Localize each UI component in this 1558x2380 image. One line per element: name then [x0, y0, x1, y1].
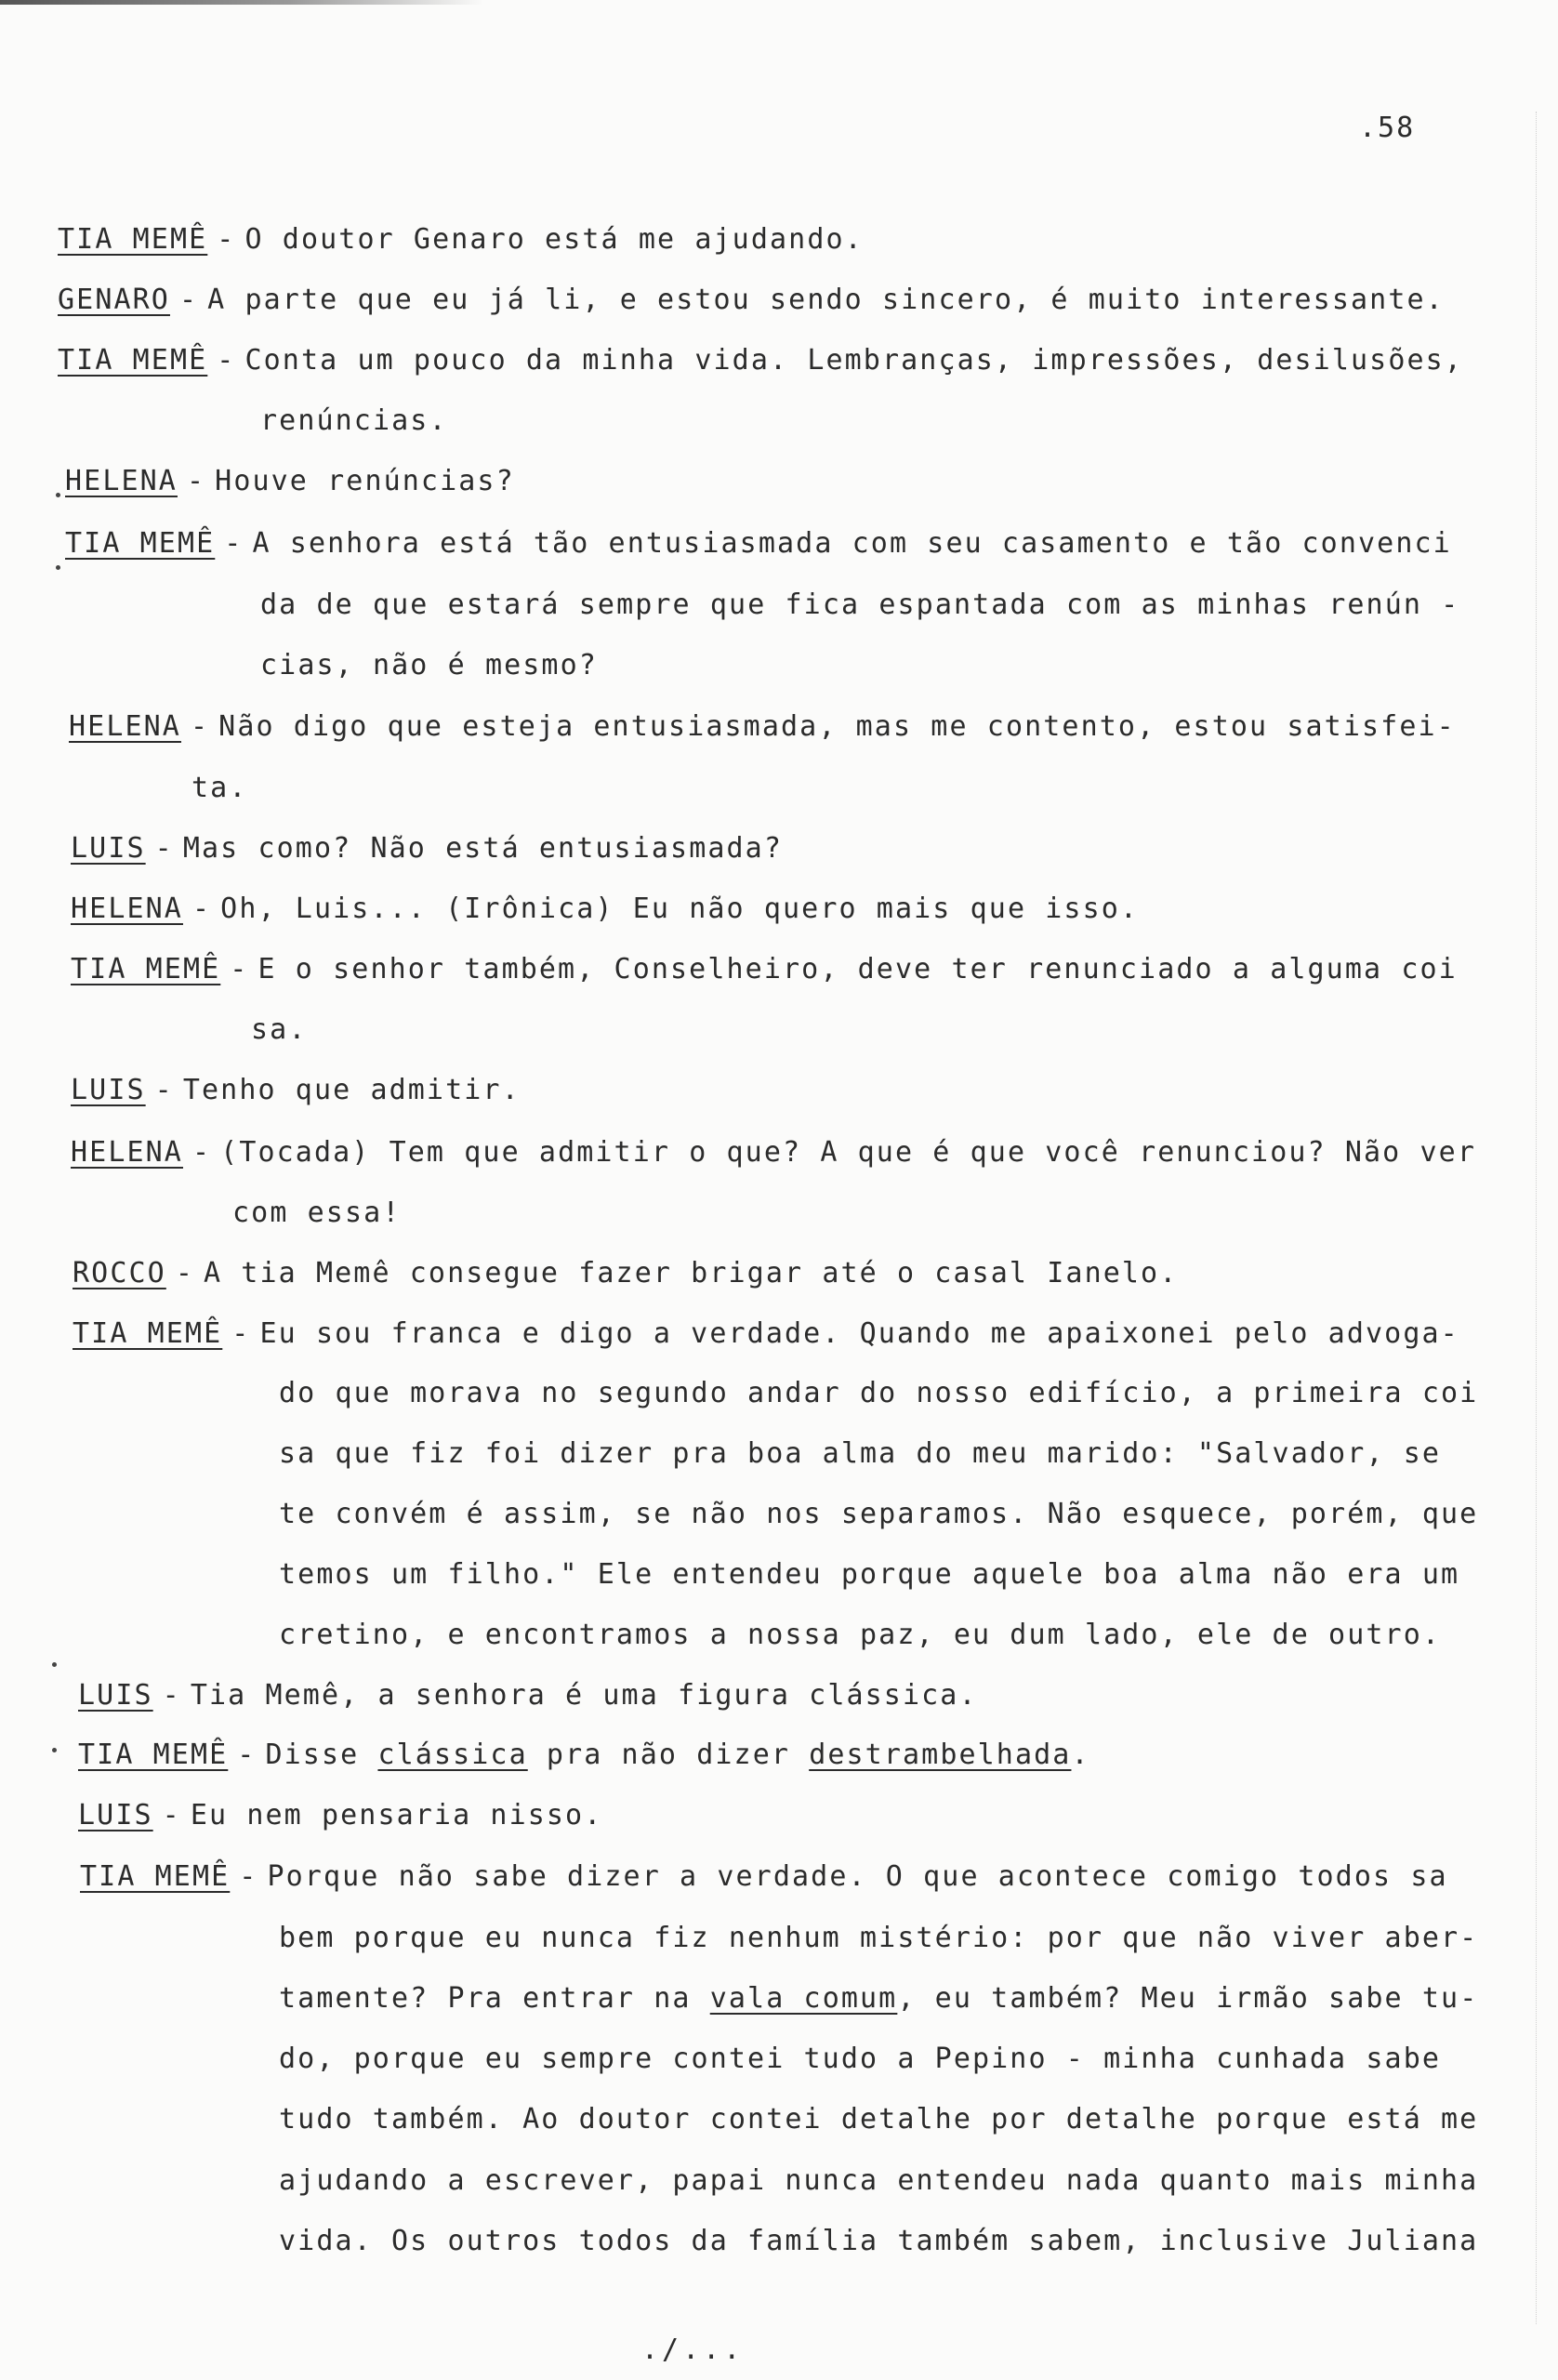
dialogue-text: E o senhor também, Conselheiro, deve ter renunciado a alguma coi — [257, 953, 1458, 985]
dialogue-line — [58, 344, 1463, 377]
speaker-separator: - — [191, 1136, 212, 1169]
dialogue-line — [78, 1739, 1090, 1772]
dialogue-text: A parte que eu já li, e estou sendo sincero, é muito interessante. — [207, 284, 1445, 316]
page-number: .58 — [1359, 112, 1416, 144]
dialogue-text: bem porque eu nunca fiz nenhum mistério: por que não viver aber- — [279, 1922, 1479, 1954]
dialogue-text: Não digo que esteja entusiasmada, mas me contento, estou satisfei- — [218, 710, 1456, 743]
dialogue-line — [78, 1799, 602, 1832]
dialogue-text: tudo também. Ao doutor contei detalhe por detalhe porque está me — [279, 2103, 1479, 2135]
speaker-name: GENARO — [58, 284, 170, 316]
dialogue-text: temos um filho." Ele entendeu porque aquele boa alma não era um — [279, 1558, 1460, 1591]
dialogue-text: Tenho que admitir. — [182, 1074, 521, 1106]
dialogue-line — [279, 1498, 1478, 1531]
dialogue-text: O doutor Genaro está me ajudando. — [244, 223, 864, 256]
dialogue-text: te convém é assim, se não nos separamos. Não esquece, porém, que — [279, 1498, 1479, 1530]
speaker-name: TIA MEMÊ — [73, 1317, 223, 1350]
underlined-text: clássica — [377, 1739, 528, 1771]
dialogue-text: . — [1071, 1739, 1090, 1771]
dialogue-line — [279, 1619, 1441, 1652]
dialogue-line — [58, 284, 1445, 317]
dialogue-line — [69, 710, 1456, 744]
dialogue-text: cias, não é mesmo? — [260, 649, 598, 681]
dialogue-line — [71, 953, 1458, 986]
dialogue-text: Eu nem pensaria nisso. — [190, 1799, 603, 1831]
scan-edge — [0, 0, 483, 5]
speaker-separator: - — [217, 344, 236, 377]
speaker-name: LUIS — [71, 832, 146, 865]
dialogue-line — [80, 1860, 1448, 1894]
dialogue-line — [71, 1074, 521, 1107]
speaker-separator: - — [154, 832, 174, 865]
dialogue-line — [251, 1013, 308, 1047]
speaker-name: HELENA — [69, 710, 181, 743]
speaker-name: TIA MEMÊ — [58, 223, 208, 256]
speaker-separator: - — [175, 1257, 194, 1289]
dialogue-text: com essa! — [232, 1197, 402, 1229]
dialogue-line — [279, 1377, 1478, 1410]
speaker-name: TIA MEMÊ — [71, 953, 221, 985]
dialogue-text: Eu sou franca e digo a verdade. Quando me apaixonei pelo advoga- — [259, 1317, 1459, 1350]
speaker-separator: - — [178, 284, 199, 316]
speaker-name: LUIS — [78, 1679, 153, 1712]
dialogue-text: ajudando a escrever, papai nunca entendeu nada quanto mais minha — [279, 2164, 1479, 2197]
underlined-text: vala comum — [709, 1982, 898, 2015]
speaker-name: ROCCO — [73, 1257, 166, 1289]
page-margin-line — [1536, 112, 1538, 2324]
dialogue-line — [279, 2225, 1478, 2258]
dialogue-text: , eu também? Meu irmão sabe tu- — [897, 1982, 1479, 2015]
speaker-separator: - — [186, 465, 206, 497]
dialogue-line — [260, 404, 448, 438]
dialogue-text: (Tocada) Tem que admitir o que? A que é que você renunciou? Não ver — [220, 1136, 1476, 1169]
stray-mark — [52, 1748, 57, 1752]
dialogue-line — [71, 1136, 1476, 1170]
dialogue-line — [78, 1679, 978, 1712]
stray-mark — [52, 1662, 57, 1667]
dialogue-line — [279, 1437, 1441, 1471]
speaker-separator: - — [154, 1074, 174, 1106]
dialogue-text: renúncias. — [260, 404, 448, 437]
dialogue-text: Porque não sabe dizer a verdade. O que acontece comigo todos sa — [267, 1860, 1448, 1893]
dialogue-line — [65, 527, 1452, 561]
dialogue-text: da de que estará sempre que fica espantada com as minhas renún - — [260, 588, 1460, 621]
dialogue-line — [58, 223, 864, 257]
dialogue-text: do que morava no segundo andar do nosso edifício, a primeira coi — [279, 1377, 1479, 1409]
dialogue-line — [260, 588, 1459, 622]
dialogue-line — [260, 649, 598, 682]
dialogue-line — [65, 465, 515, 498]
dialogue-line — [73, 1317, 1459, 1351]
dialogue-line — [191, 772, 248, 805]
speaker-name: HELENA — [71, 1136, 183, 1169]
dialogue-line — [73, 1257, 1178, 1290]
speaker-separator: - — [191, 892, 212, 925]
dialogue-text: sa. — [251, 1013, 308, 1046]
dialogue-line — [279, 1922, 1478, 1955]
dialogue-text: ta. — [191, 772, 248, 804]
dialogue-text: vida. Os outros todos da família também sabem, inclusive Juliana — [279, 2225, 1479, 2257]
dialogue-line — [71, 892, 1139, 926]
speaker-separator: - — [162, 1679, 181, 1712]
dialogue-text: Oh, Luis... (Irônica) Eu não quero mais que isso. — [220, 892, 1140, 925]
speaker-separator: - — [237, 1739, 257, 1771]
speaker-name: LUIS — [78, 1799, 153, 1831]
stray-mark — [56, 493, 60, 497]
speaker-separator: - — [231, 1317, 251, 1350]
speaker-separator: - — [162, 1799, 181, 1831]
dialogue-line — [232, 1197, 401, 1230]
speaker-name: TIA MEMÊ — [65, 527, 216, 560]
speaker-name: LUIS — [71, 1074, 146, 1106]
dialogue-line — [279, 2103, 1478, 2136]
dialogue-text: Mas como? Não está entusiasmada? — [182, 832, 783, 865]
dialogue-text: A tia Memê consegue fazer brigar até o casal Ianelo. — [203, 1257, 1179, 1289]
speaker-separator: - — [239, 1860, 258, 1893]
speaker-name: TIA MEMÊ — [80, 1860, 231, 1893]
speaker-name: TIA MEMÊ — [78, 1739, 229, 1771]
dialogue-text: sa que fiz foi dizer pra boa alma do meu marido: "Salvador, se — [279, 1437, 1442, 1470]
dialogue-text: Tia Memê, a senhora é uma figura clássica. — [190, 1679, 978, 1712]
dialogue-line — [71, 832, 783, 866]
continuation-mark: ./... — [641, 2334, 745, 2366]
dialogue-text: Houve renúncias? — [215, 465, 515, 497]
dialogue-line — [279, 1982, 1478, 2016]
dialogue-line — [279, 2164, 1478, 2198]
speaker-separator: - — [190, 710, 210, 743]
speaker-name: TIA MEMÊ — [58, 344, 208, 377]
dialogue-text: pra não dizer — [527, 1739, 810, 1771]
dialogue-text: cretino, e encontramos a nossa paz, eu dum lado, ele de outro. — [279, 1619, 1442, 1651]
dialogue-text: do, porque eu sempre contei tudo a Pepino - minha cunhada sabe — [279, 2043, 1442, 2075]
speaker-separator: - — [217, 223, 236, 256]
dialogue-line — [279, 1558, 1459, 1592]
speaker-separator: - — [230, 953, 249, 985]
speaker-separator: - — [224, 527, 244, 560]
dialogue-text: Disse — [265, 1739, 378, 1771]
stray-mark — [56, 565, 60, 570]
dialogue-text: Conta um pouco da minha vida. Lembranças, impressões, desilusões, — [244, 344, 1463, 377]
underlined-text: destrambelhada — [809, 1739, 1072, 1771]
dialogue-text: tamente? Pra entrar na — [279, 1982, 710, 2015]
speaker-name: HELENA — [71, 892, 183, 925]
dialogue-text: A senhora está tão entusiasmada com seu casamento e tão convenci — [252, 527, 1452, 560]
speaker-name: HELENA — [65, 465, 178, 497]
dialogue-line — [279, 2043, 1441, 2076]
